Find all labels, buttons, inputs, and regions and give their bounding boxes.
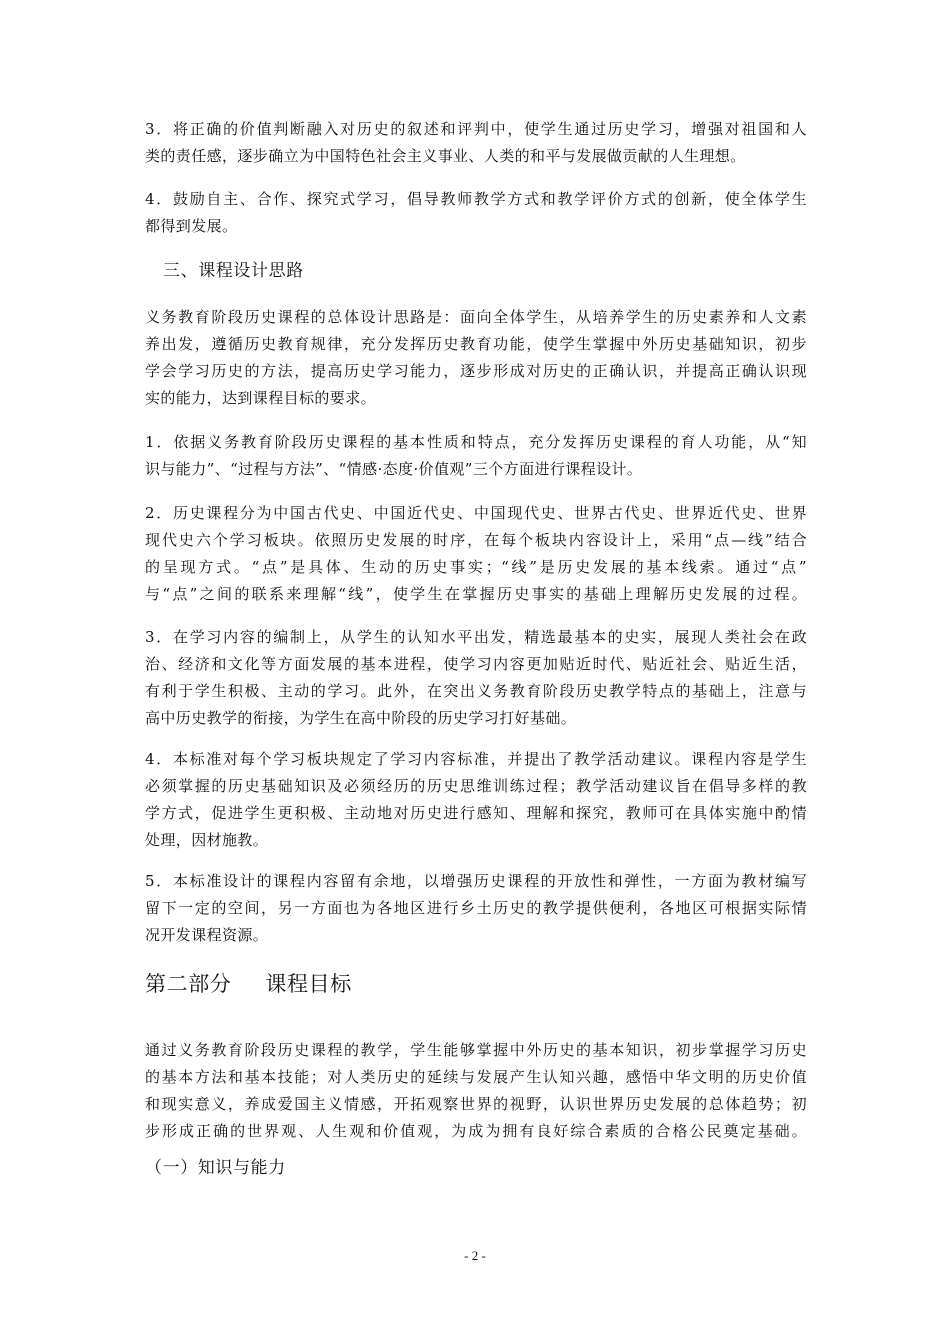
text-line: 养出发，遵循历史教育规律，充分发挥历史教育功能，使学生掌握中外历史基础知识，初步: [145, 335, 807, 353]
text-line: 学会学习历史的方法，提高历史学习能力，逐步形成对历史的正确认识，并提高正确认识现: [145, 362, 807, 380]
text-line: 与“点”之间的联系来理解“线”，使学生在掌握历史事实的基础上理解历史发展的过程。: [145, 585, 807, 603]
text-line: 通过义务教育阶段历史课程的教学，学生能够掌握中外历史的基本知识，初步掌握学习历史: [145, 1041, 807, 1059]
text-line: 4．本标准对每个学习板块规定了学习内容标准，并提出了教学活动建议。课程内容是学生: [145, 750, 807, 768]
text-line: 实的能力，达到课程目标的要求。: [145, 389, 377, 407]
paragraph-design-1: [145, 429, 807, 483]
text-line: 必须掌握的历史基础知识及必须经历的历史思维训练过程；教学活动建议旨在倡导多样的教: [145, 777, 807, 795]
text-line: 高中历史教学的衔接，为学生在高中阶段的历史学习打好基础。: [145, 709, 577, 727]
text-line: 类的责任感，逐步确立为中国特色社会主义事业、人类的和平与发展做贡献的人生理想。: [145, 147, 746, 165]
paragraph-design-intro: [145, 304, 807, 412]
text-line: 现代史六个学习板块。依照历史发展的时序，在每个板块内容设计上，采用“点—线”结合: [145, 531, 807, 549]
text-line: 的呈现方式。“点”是具体、生动的历史事实；“线”是历史发展的基本线索。通过“点”: [145, 558, 807, 576]
part-number: 第二部分: [145, 972, 232, 996]
text-line: 治、经济和文化等方面发展的基本进程，使学习内容更加贴近时代、贴近社会、贴近生活，: [145, 655, 807, 673]
text-line: 都得到发展。: [145, 217, 238, 235]
text-line: 4．鼓励自主、合作、探究式学习，倡导教师教学方式和教学评价方式的创新，使全体学生: [145, 190, 807, 208]
text-line: 学方式，促进学生更积极、主动地对历史进行感知、理解和探究，教师可在具体实施中酌情: [145, 804, 807, 822]
paragraph-design-3: [145, 624, 807, 732]
text-line: 和现实意义，养成爱国主义情感，开拓观察世界的视野，认识世界历史发展的总体趋势；初: [145, 1095, 807, 1113]
text-line: 义务教育阶段历史课程的总体设计思路是：面向全体学生，从培养学生的历史素养和人文素: [145, 308, 807, 326]
page-number: - 2 -: [464, 1248, 486, 1263]
text-line: 3．将正确的价值判断融入对历史的叙述和评判中，使学生通过历史学习，增强对祖国和人: [145, 120, 807, 138]
text-line: 步形成正确的世界观、人生观和价值观，为成为拥有良好综合素质的合格公民奠定基础。: [145, 1122, 807, 1140]
section-heading: 三、课程设计思路: [163, 261, 304, 281]
text-line: 1．依据义务教育阶段历史课程的基本性质和特点，充分发挥历史课程的育人功能，从“知: [145, 433, 807, 451]
part-title: 课程目标: [265, 972, 352, 996]
paragraph-design-2: [145, 500, 807, 608]
text-line: 况开发课程资源。: [145, 926, 269, 944]
text-line: 留下一定的空间，另一方面也为各地区进行乡土历史的教学提供便利，各地区可根据实际情: [145, 899, 807, 917]
text-line: 的基本方法和基本技能；对人类历史的延续与发展产生认知兴趣，感悟中华文明的历史价值: [145, 1068, 807, 1086]
part-heading: [145, 969, 352, 999]
text-line: 2．历史课程分为中国古代史、中国近代史、中国现代史、世界古代史、世界近代史、世界: [145, 504, 807, 522]
text-line: 处理，因材施教。: [145, 831, 269, 849]
text-line: 3．在学习内容的编制上，从学生的认知水平出发，精选最基本的史实，展现人类社会在政: [145, 628, 807, 646]
paragraph-goal-4: [145, 186, 807, 240]
paragraph-goal-3: [145, 116, 807, 170]
text-line: 5．本标准设计的课程内容留有余地，以增强历史课程的开放性和弹性，一方面为教材编写: [145, 872, 807, 890]
text-line: 识与能力”、“过程与方法”、“情感·态度·价值观”三个方面进行课程设计。: [145, 460, 643, 478]
paragraph-goals-intro: [145, 1037, 807, 1145]
text-line: 有利于学生积极、主动的学习。此外，在突出义务教育阶段历史教学特点的基础上，注意与: [145, 682, 807, 700]
paragraph-design-5: [145, 868, 807, 949]
subsection-heading: （一）知识与能力: [145, 1158, 286, 1178]
paragraph-design-4: [145, 746, 807, 854]
